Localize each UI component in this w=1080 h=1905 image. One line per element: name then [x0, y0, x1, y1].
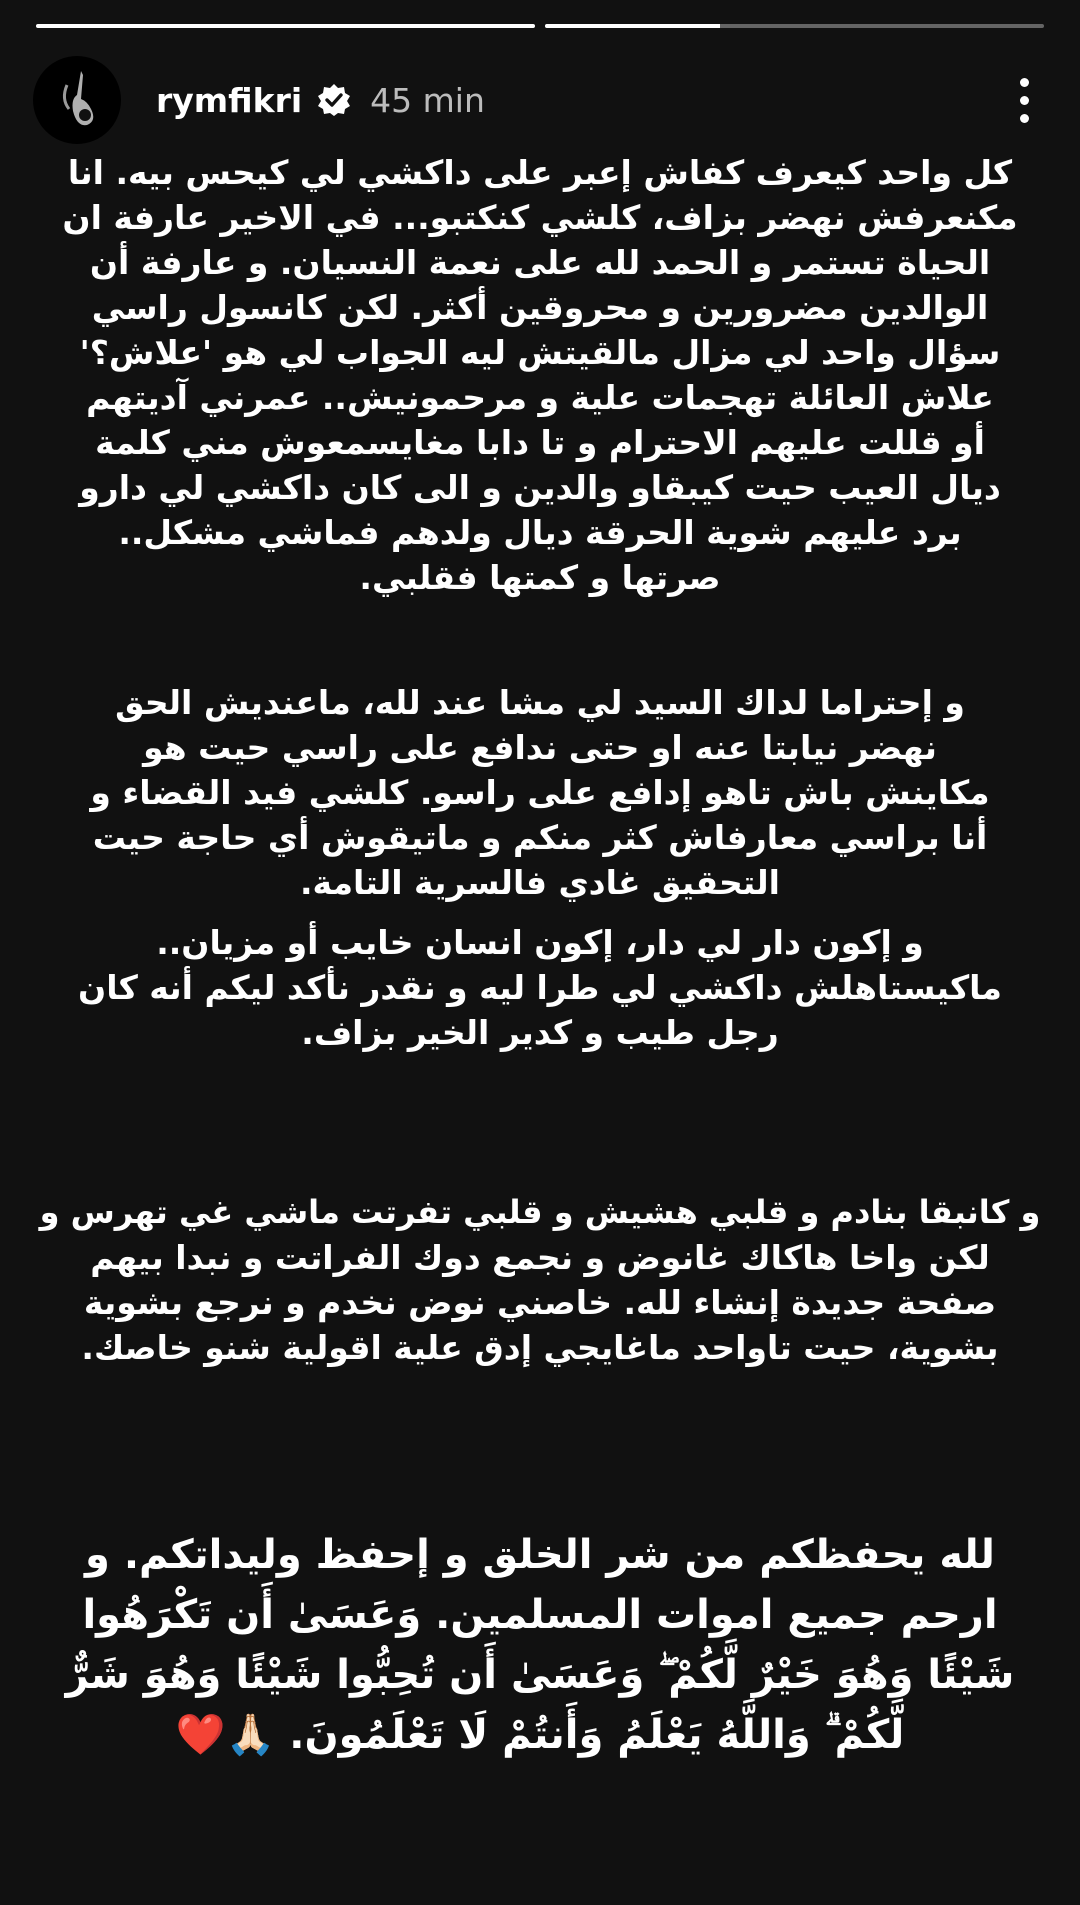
username[interactable]: rymfikri [156, 80, 303, 120]
progress-segment-1 [36, 24, 535, 28]
text-line: الوالدين مضرورين و محروقين أكثر. لكن كانسول راسي [91, 288, 989, 327]
more-dot [1020, 96, 1029, 105]
text-line: شَيْئًا وَهُوَ خَيْرٌ لَّكُمْ ۖ وَعَسَىٰ أَن تُحِبُّوا شَيْئًا وَهُوَ شَرٌّ [65, 1652, 1015, 1698]
story-paragraph-2 [30, 680, 1050, 905]
text-line: ارحم جميع اموات المسلمين. وَعَسَىٰ أَن تَكْرَهُوا [82, 1592, 998, 1638]
text-line: ماكيستاهلش داكشي لي طرا ليه و نقدر نأكد ليكم أنه كان [78, 968, 1002, 1007]
text-line: صرتها و كمتها فقلبي. [359, 558, 721, 597]
post-time: 45 min [370, 80, 485, 120]
story-header [33, 55, 1060, 145]
text-line: مكاينش باش تاهو إدافع على راسو. كلشي فيد القضاء و [90, 773, 990, 812]
story-progress-bar [36, 24, 1044, 28]
text-line: مكنعرفش نهضر بزاف، كلشي كنكتبو... في الاخير عارفة ان [62, 198, 1018, 237]
more-vertical-icon[interactable] [1002, 65, 1046, 135]
text-line: ديال العيب حيت كيبقاو والدين و الى كان داكشي لي دارو [79, 468, 1001, 507]
story-paragraph-3 [30, 920, 1050, 1055]
text-line: علاش العائلة تهجمات علية و مرحمونيش.. عمرني آديتهم [86, 378, 994, 417]
progress-fill-2 [545, 24, 720, 28]
story-paragraph-4 [30, 1190, 1050, 1370]
text-line: و إحتراما لداك السيد لي مشا عند لله، ماعنديش الحق [115, 683, 965, 722]
text-line: أنا براسي معارفاش كثر منكم و ماتيقوش أي حاجة حيت [92, 818, 988, 857]
text-line: أو قللت عليهم الاحترام و تا دابا مغايسمعوش مني كلمة [95, 423, 985, 462]
story-paragraph-1 [30, 150, 1050, 600]
text-line: لَّكُمْ ۗ وَاللَّهُ يَعْلَمُ وَأَنتُمْ لَا تَعْلَمُونَ. 🙏🏻❤️ [175, 1712, 905, 1758]
avatar-icon [47, 65, 107, 135]
text-line: سؤال واحد لي مزال مالقيتش ليه الجواب لي هو 'علاش؟' [79, 333, 1001, 372]
avatar[interactable] [33, 56, 121, 144]
text-line: الحياة تستمر و الحمد لله على نعمة النسيان. و عارفة أن [89, 243, 991, 282]
text-line: و كانبقا بنادم و قلبي هشيش و قلبي تفرتت ماشي غي تهرس و [39, 1193, 1041, 1231]
text-line: نهضر نيابتا عنه او حتى ندافع على راسي حيت هو [143, 728, 937, 767]
text-line: صفحة جديدة إنشاء لله. خاصني نوض نخدم و نرجع بشوية [83, 1283, 997, 1322]
text-line: بشوية، حيت تاواحد ماغايجي إدق علية اقولية شنو خاصك. [81, 1328, 999, 1367]
text-line: و إكون دار لي دار، إكون انسان خايب أو مزيان.. [156, 923, 924, 962]
more-dot [1020, 78, 1029, 87]
verified-badge-icon [316, 82, 352, 118]
text-line: برد عليهم شوية الحرقة ديال ولدهم فماشي مشكل.. [118, 513, 962, 552]
more-dot [1020, 114, 1029, 123]
text-line: لكن واخا هاكاك غانوض و نجمع دوك الفراتت و نبدا بيهم [90, 1238, 990, 1277]
text-line: رجل طيب و كدير الخير بزاف. [301, 1013, 779, 1052]
progress-fill-1 [36, 24, 535, 28]
text-line: لله يحفظكم من شر الخلق و إحفظ وليداتكم. و [85, 1532, 995, 1578]
progress-segment-2 [545, 24, 1044, 28]
text-line: كل واحد كيعرف كفاش إعبر على داكشي لي كيحس بيه. انا [67, 153, 1013, 192]
story-paragraph-5 [30, 1525, 1050, 1765]
text-line: التحقيق غادي فالسرية التامة. [300, 863, 780, 902]
